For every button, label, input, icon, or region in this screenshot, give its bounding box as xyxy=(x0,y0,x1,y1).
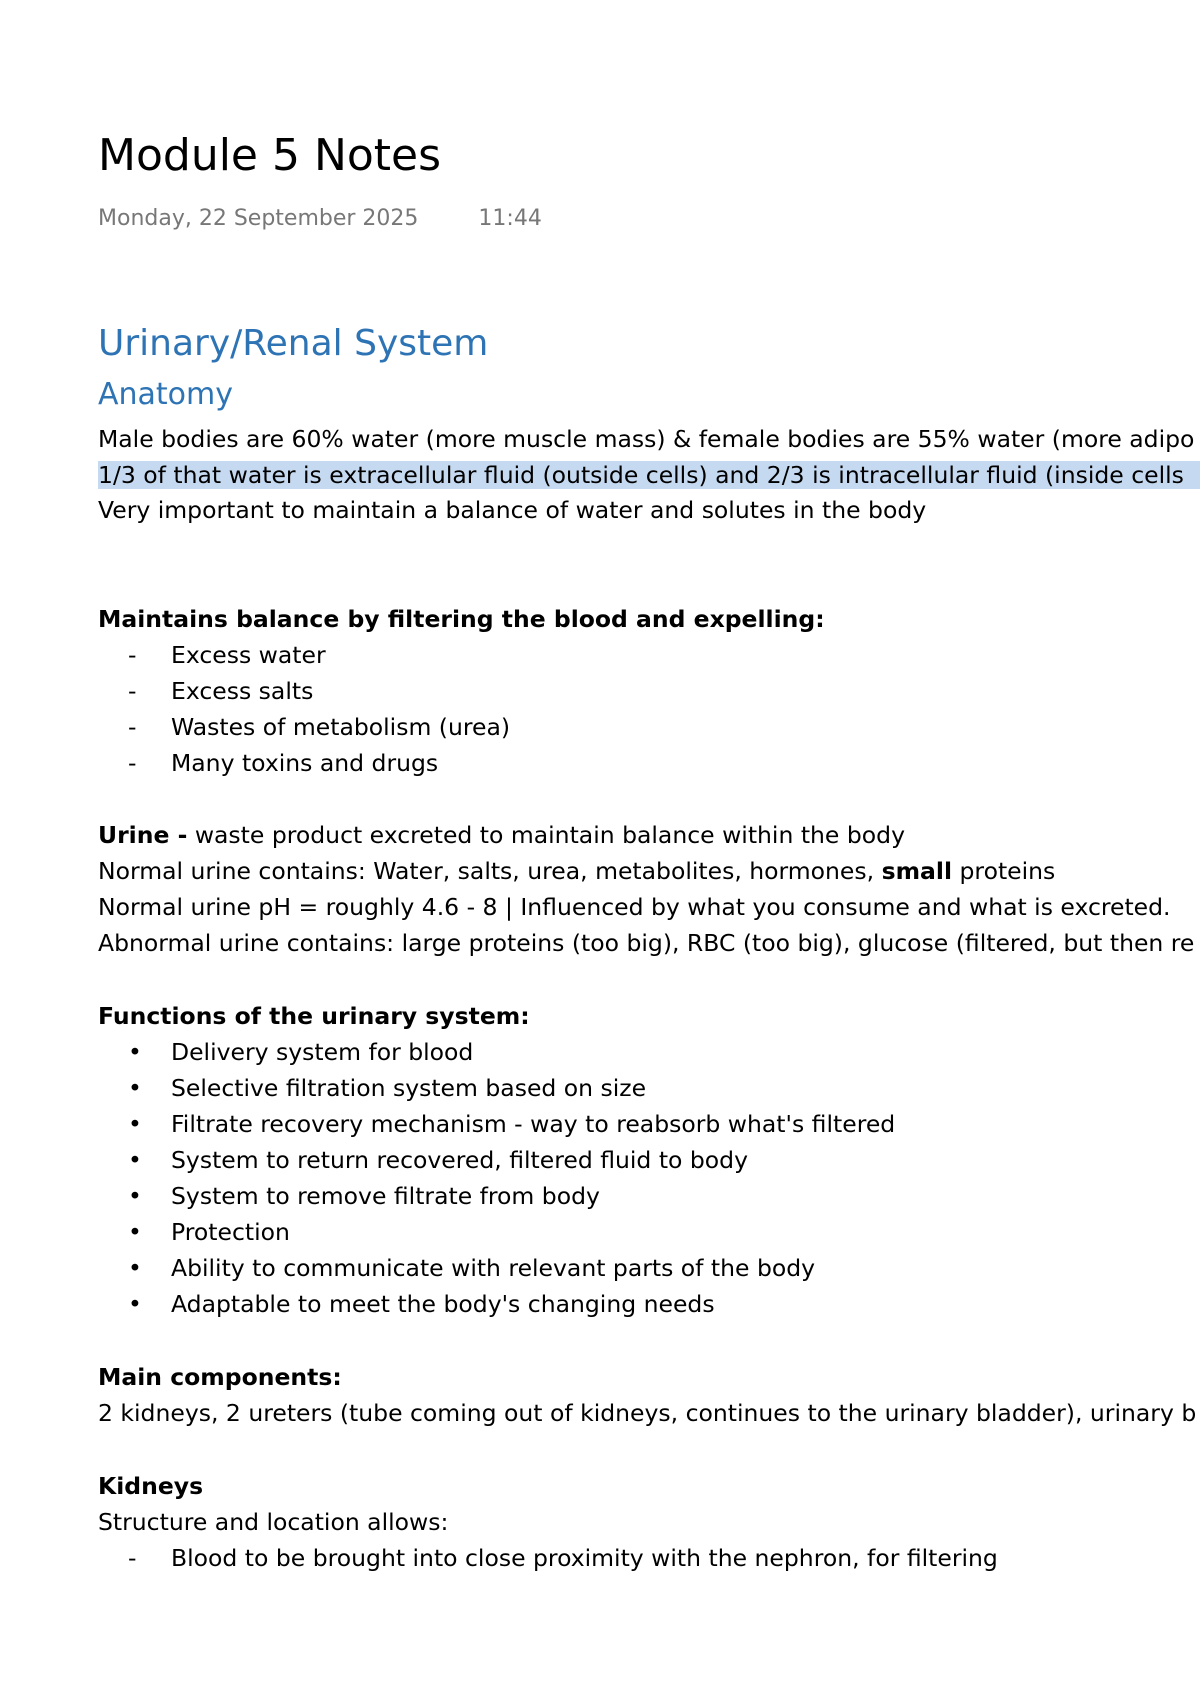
highlighted-text[interactable]: 1/3 of that water is extracellular fluid (outside cells) and 2/3 is intracellular fluid (inside cells xyxy=(98,461,1200,489)
dot-bullet: • xyxy=(128,1290,142,1318)
dot-bullet: • xyxy=(128,1038,142,1066)
list-item-text[interactable]: Adaptable to meet the body's changing needs xyxy=(171,1290,715,1318)
anatomy-line-1[interactable]: Male bodies are 60% water (more muscle mass) & female bodies are 55% water (more adipo xyxy=(98,425,1195,453)
list-item-text[interactable]: Selective filtration system based on size xyxy=(171,1074,647,1102)
list-item-text[interactable]: Delivery system for blood xyxy=(171,1038,474,1066)
page-title[interactable]: Module 5 Notes xyxy=(98,130,442,181)
list-item-text[interactable]: Ability to communicate with relevant parts of the body xyxy=(171,1254,816,1282)
dash-bullet: - xyxy=(128,641,137,669)
list-item-text[interactable]: Blood to be brought into close proximity with the nephron, for filtering xyxy=(171,1544,998,1572)
components-heading[interactable]: Main components: xyxy=(98,1363,342,1391)
dash-bullet: - xyxy=(128,1544,137,1572)
dot-bullet: • xyxy=(128,1074,142,1102)
anatomy-line-2[interactable] xyxy=(98,458,1200,492)
list-item-text[interactable]: Filtrate recovery mechanism - way to reabsorb what's filtered xyxy=(171,1110,896,1138)
list-item-text[interactable]: Protection xyxy=(171,1218,290,1246)
list-item-text[interactable]: Many toxins and drugs xyxy=(171,749,439,777)
dash-bullet: - xyxy=(128,713,137,741)
urine-normal-prefix: Normal urine contains: Water, salts, urea, metabolites, hormones, xyxy=(98,857,882,885)
dot-bullet: • xyxy=(128,1146,142,1174)
section-heading[interactable]: Urinary/Renal System xyxy=(98,323,489,364)
dot-bullet: • xyxy=(128,1254,142,1282)
list-item-text[interactable]: Wastes of metabolism (urea) xyxy=(171,713,511,741)
dot-bullet: • xyxy=(128,1218,142,1246)
urine-normal-suffix: proteins xyxy=(952,857,1056,885)
list-item-text[interactable]: System to remove filtrate from body xyxy=(171,1182,600,1210)
page-timestamp xyxy=(98,206,542,231)
urine-normal-bold: small xyxy=(881,857,953,885)
dash-bullet: - xyxy=(128,677,137,705)
components-text[interactable]: 2 kidneys, 2 ureters (tube coming out of kidneys, continues to the urinary bladder), urinary b xyxy=(98,1399,1197,1427)
urine-definition-text: waste product excreted to maintain balance within the body xyxy=(187,821,905,849)
section-subheading[interactable]: Anatomy xyxy=(98,377,234,412)
list-item-text[interactable]: Excess water xyxy=(171,641,326,669)
urine-ph[interactable]: Normal urine pH = roughly 4.6 - 8 | Influenced by what you consume and what is excreted. xyxy=(98,893,1171,921)
page-time: 11:44 xyxy=(478,206,542,231)
urine-definition[interactable] xyxy=(98,818,905,852)
dot-bullet: • xyxy=(128,1182,142,1210)
kidneys-intro[interactable]: Structure and location allows: xyxy=(98,1508,449,1536)
list-item-text[interactable]: Excess salts xyxy=(171,677,314,705)
functions-heading[interactable]: Functions of the urinary system: xyxy=(98,1002,530,1030)
urine-abnormal[interactable]: Abnormal urine contains: large proteins (too big), RBC (too big), glucose (filtered, but then re xyxy=(98,929,1195,957)
page-date: Monday, 22 September 2025 xyxy=(98,206,419,231)
dash-bullet: - xyxy=(128,749,137,777)
anatomy-line-3[interactable]: Very important to maintain a balance of water and solutes in the body xyxy=(98,496,927,524)
dot-bullet: • xyxy=(128,1110,142,1138)
urine-term: Urine - xyxy=(98,821,188,849)
urine-normal[interactable] xyxy=(98,854,1055,888)
balance-heading[interactable]: Maintains balance by filtering the blood and expelling: xyxy=(98,605,825,633)
list-item-text[interactable]: System to return recovered, filtered fluid to body xyxy=(171,1146,749,1174)
kidneys-heading[interactable]: Kidneys xyxy=(98,1472,204,1500)
